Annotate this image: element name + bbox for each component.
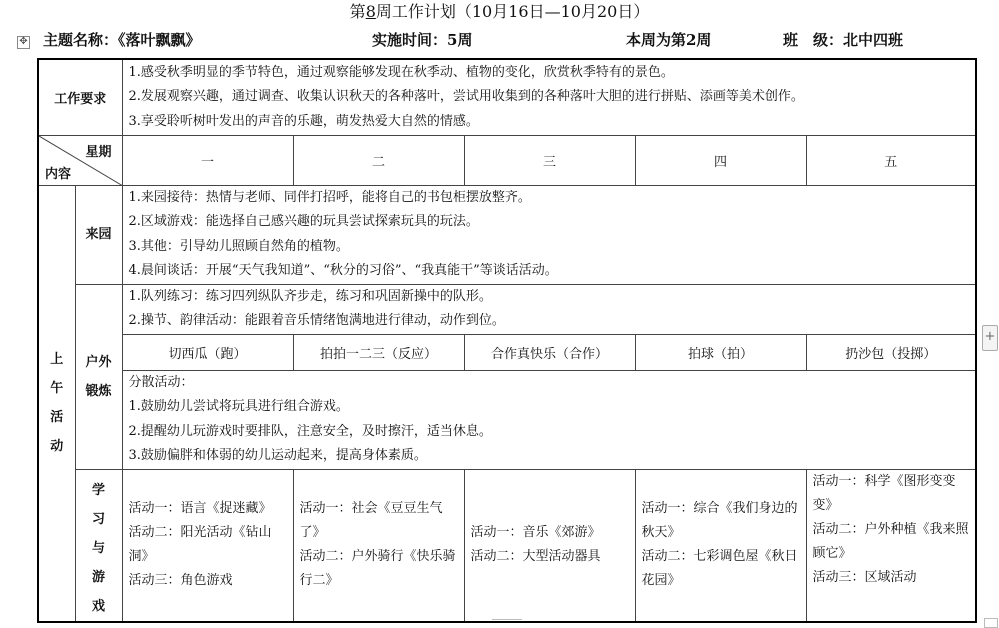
- arrival-row: [38, 185, 976, 284]
- document-title: [0, 2, 999, 22]
- arrival-label: 来园: [75, 185, 122, 284]
- learning-activity: 活动三：角色游戏: [128, 573, 233, 588]
- theme-label: 主题名称：《落叶飘飘》: [43, 31, 201, 49]
- learning-activity: 活动二：大型活动器具: [470, 549, 601, 564]
- outdoor-daily-row: [38, 334, 976, 370]
- work-requirement-item: 3.享受聆听树叶发出的声音的乐趣，萌发热爱大自然的情感。: [128, 113, 479, 129]
- week-number: 8: [365, 2, 376, 21]
- learning-activity: 活动一：综合《我们身边的秋天》: [641, 501, 798, 540]
- title-suffix: 周工作计划（10月16日—10月20日）: [375, 2, 650, 21]
- outdoor-game-fri: 扔沙包（投掷）: [806, 334, 976, 370]
- day-header-row: [38, 135, 976, 185]
- table-move-handle-icon[interactable]: ✥: [17, 36, 30, 49]
- outdoor-exercise-label: 户外锻炼: [75, 284, 122, 469]
- learning-activity: 活动一：语言《捉迷藏》: [128, 501, 272, 516]
- header-content-label: 内容: [45, 166, 72, 182]
- duration-label: 实施时间：5周: [372, 31, 473, 49]
- work-requirements-cell: [122, 59, 976, 135]
- learning-activity: 活动一：社会《豆豆生气了》: [299, 501, 443, 540]
- learning-activity: 活动一：音乐《郊游》: [470, 525, 601, 540]
- learning-cell-fri: [806, 469, 976, 622]
- header-diagonal-cell: [38, 135, 122, 185]
- outdoor-drill-item: 2.操节、韵律活动：能跟着音乐情绪饱满地进行律动，动作到位。: [128, 313, 505, 328]
- day-header-wed: 三: [464, 135, 635, 185]
- work-requirement-item: 1.感受秋季明显的季节特色，通过观察能够发现在秋季动、植物的变化，欣赏秋季特有的景色。: [128, 64, 674, 80]
- day-header-tue: 二: [293, 135, 464, 185]
- outdoor-game-tue: 拍拍一二三（反应）: [293, 334, 464, 370]
- outdoor-game-mon: 切西瓜（跑）: [122, 334, 293, 370]
- morning-activities-label: 上午活动: [38, 185, 75, 622]
- day-header-mon: 一: [122, 135, 293, 185]
- free-activity-item: 1.鼓励幼儿尝试将玩具进行组合游戏。: [128, 399, 349, 414]
- work-requirements-label: 工作要求: [38, 59, 122, 135]
- learning-activity: 活动二：阳光活动《钻山洞》: [128, 525, 272, 564]
- arrival-item: 3.其他：引导幼儿照顾自然角的植物。: [128, 238, 349, 254]
- learning-activity: 活动二：户外骑行《快乐骑行二》: [299, 549, 456, 588]
- day-header-thu: 四: [635, 135, 806, 185]
- learning-cell-mon: [122, 469, 293, 622]
- learning-cell-tue: [293, 469, 464, 622]
- free-activities-row: [38, 370, 976, 469]
- learning-cell-wed: [464, 469, 635, 622]
- learning-games-label: 学习与游戏: [75, 469, 122, 622]
- work-requirement-item: 2.发展观察兴趣，通过调查、收集认识秋天的各种落叶，尝试用收集到的各种落叶大胆的进行拼贴、添画等美术创作。: [128, 89, 804, 104]
- arrival-item: 2.区域游戏：能选择自己感兴趣的玩具尝试探索玩具的玩法。: [128, 214, 479, 229]
- free-activities-title: 分散活动：: [128, 374, 194, 390]
- weekly-plan-table: [37, 58, 977, 623]
- class-label: 班 级：北中四班: [783, 31, 904, 49]
- work-requirements-row: [38, 59, 976, 135]
- outdoor-drills-cell: [122, 284, 976, 334]
- free-activity-item: 3.鼓励偏胖和体弱的幼儿运动起来，提高身体素质。: [128, 448, 427, 463]
- learning-activity: 活动一：科学《图形变变变》: [812, 473, 956, 513]
- outdoor-game-thu: 拍球（拍）: [635, 334, 806, 370]
- day-header-fri: 五: [806, 135, 976, 185]
- learning-games-row: [38, 469, 976, 622]
- arrival-item: 1.来园接待：热情与老师、同伴打招呼，能将自己的书包柜摆放整齐。: [128, 189, 531, 205]
- learning-cell-thu: [635, 469, 806, 622]
- outdoor-game-wed: 合作真快乐（合作）: [464, 334, 635, 370]
- header-week-label: 星期: [85, 144, 112, 160]
- title-prefix: 第: [349, 2, 366, 21]
- add-column-button[interactable]: +: [982, 325, 998, 351]
- table-corner-resize-handle[interactable]: [984, 618, 998, 628]
- outdoor-drills-row: [38, 284, 976, 334]
- free-activities-cell: [122, 370, 976, 469]
- arrival-cell: [122, 185, 976, 284]
- arrival-item: 4.晨间谈话：开展“天气我知道”、“秋分的习俗”、“我真能干”等谈话活动。: [128, 263, 558, 278]
- learning-activity: 活动二：户外种植《我来照顾它》: [812, 521, 969, 561]
- learning-activity: 活动三：区域活动: [812, 569, 917, 585]
- free-activity-item: 2.提醒幼儿玩游戏时要排队，注意安全，及时擦汗，适当休息。: [128, 423, 492, 439]
- current-week-label: 本周为第2周: [626, 31, 712, 49]
- outdoor-drill-item: 1.队列练习：练习四列纵队齐步走，练习和巩固新操中的队形。: [128, 288, 492, 304]
- learning-activity: 活动二：七彩调色屋《秋日花园》: [641, 549, 798, 588]
